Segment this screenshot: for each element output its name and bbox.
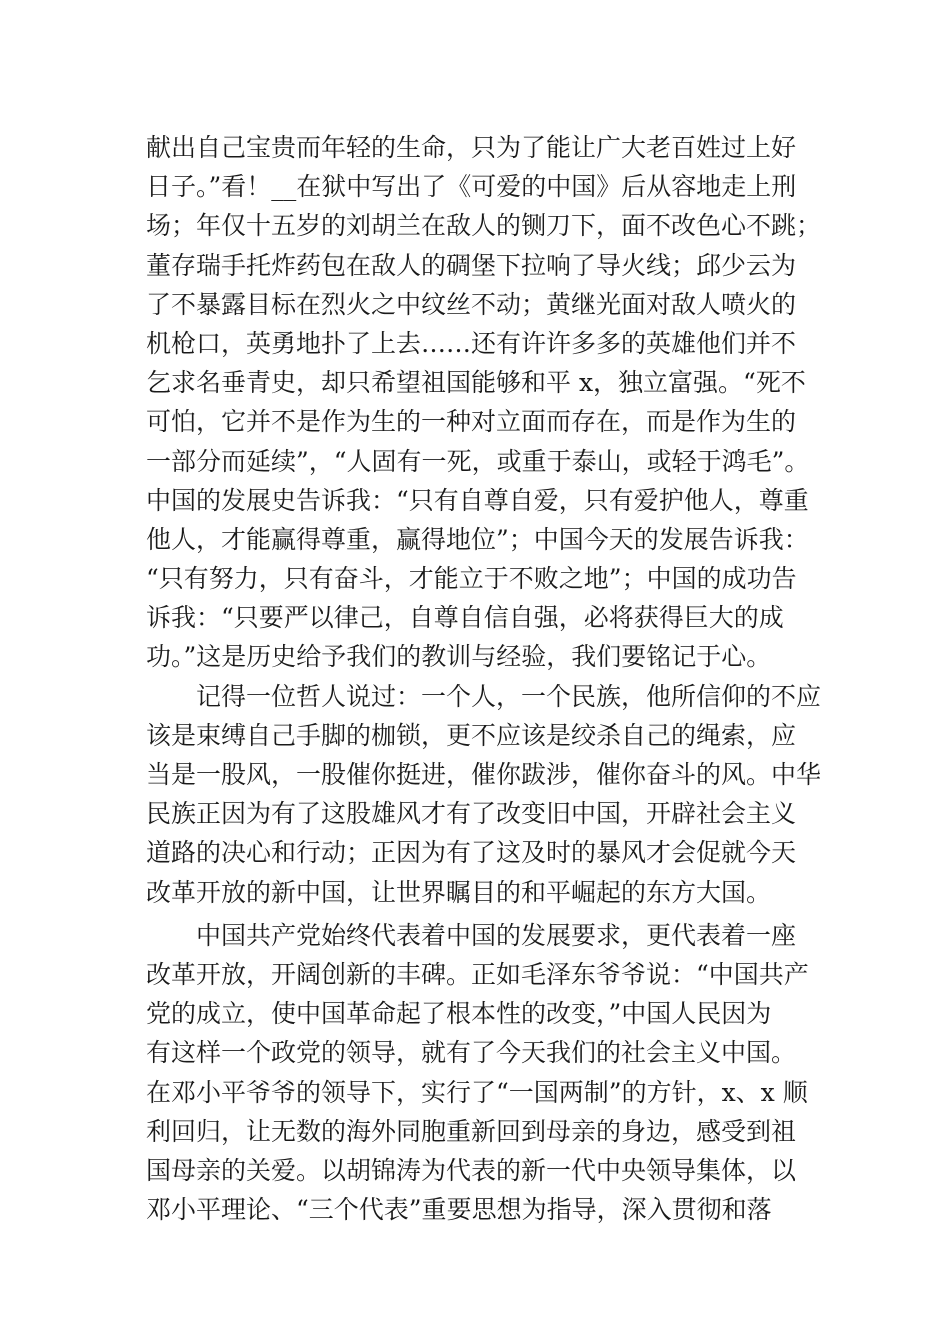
text-line: 一部分而延续”，“人固有一死，或重于泰山，或轻于鸿毛”。 <box>146 446 810 476</box>
text-line: 中国共产党始终代表着中国的发展要求，更代表着一座 <box>146 920 797 950</box>
text-line: 记得一位哲人说过：一个人，一个民族，他所信仰的不应 <box>146 681 822 711</box>
text-line: 乞求名垂青史，却只希望祖国能够和平 x，独立富强。“死不 <box>146 368 806 398</box>
text-line: “只有努力，只有奋斗，才能立于不败之地”；中国的成功告 <box>146 564 797 594</box>
document-body <box>146 128 822 1229</box>
text-line: 有这样一个政党的领导，就有了今天我们的社会主义中国。 <box>146 1038 797 1068</box>
text-line: 中国的发展史告诉我：“只有自尊自爱，只有爱护他人，尊重 <box>146 485 809 515</box>
text-line: 机枪口，英勇地扑了上去……还有许许多多的英雄他们并不 <box>146 328 797 358</box>
text-line: 党的成立，使中国革命起了根本性的改变，”中国人民因为 <box>146 999 772 1029</box>
paragraph <box>146 916 816 1230</box>
text-line: 该是束缚自己手脚的枷锁，更不应该是绞杀自己的绳索，应 <box>146 720 797 750</box>
paragraph <box>146 677 822 912</box>
text-line: 改革开放的新中国，让世界瞩目的和平崛起的东方大国。 <box>146 877 772 907</box>
paragraph <box>146 128 822 677</box>
text-line: 在邓小平爷爷的领导下，实行了“一国两制”的方针，x、x 顺 <box>146 1077 808 1107</box>
text-line: 董存瑞手托炸药包在敌人的碉堡下拉响了导火线；邱少云为 <box>146 250 797 280</box>
text-line: 功。”这是历史给予我们的教训与经验，我们要铭记于心。 <box>146 642 772 672</box>
text-line: 邓小平理论、“三个代表”重要思想为指导，深入贯彻和落 <box>146 1195 772 1225</box>
text-line: 当是一股风，一股催你挺进，催你跋涉，催你奋斗的风。中华 <box>146 760 822 789</box>
text-line: 利回归，让无数的海外同胞重新回到母亲的身边，感受到祖 <box>146 1116 797 1146</box>
text-line: 场；年仅十五岁的刘胡兰在敌人的铡刀下，面不改色心不跳； <box>146 211 822 241</box>
text-line: 诉我：“只要严以律己，自尊自信自强，必将获得巨大的成 <box>146 603 784 633</box>
text-line: 民族正因为有了这股雄风才有了改变旧中国，开辟社会主义 <box>146 799 797 829</box>
text-line: 道路的决心和行动；正因为有了这及时的暴风才会促就今天 <box>146 838 797 868</box>
text-line: 日子。”看！__在狱中写出了《可爱的中国》后从容地走上刑 <box>146 172 797 202</box>
text-line: 献出自己宝贵而年轻的生命，只为了能让广大老百姓过上好 <box>146 133 797 162</box>
text-line: 他人，才能赢得尊重，赢得地位”；中国今天的发展告诉我： <box>146 524 809 554</box>
text-line: 改革开放，开阔创新的丰碑。正如毛泽东爷爷说：“中国共产 <box>146 959 809 989</box>
text-line: 了不暴露目标在烈火之中纹丝不动；黄继光面对敌人喷火的 <box>146 289 797 319</box>
text-line: 国母亲的关爱。以胡锦涛为代表的新一代中央领导集体，以 <box>146 1155 797 1185</box>
text-line: 可怕，它并不是作为生的一种对立面而存在，而是作为生的 <box>146 407 797 437</box>
